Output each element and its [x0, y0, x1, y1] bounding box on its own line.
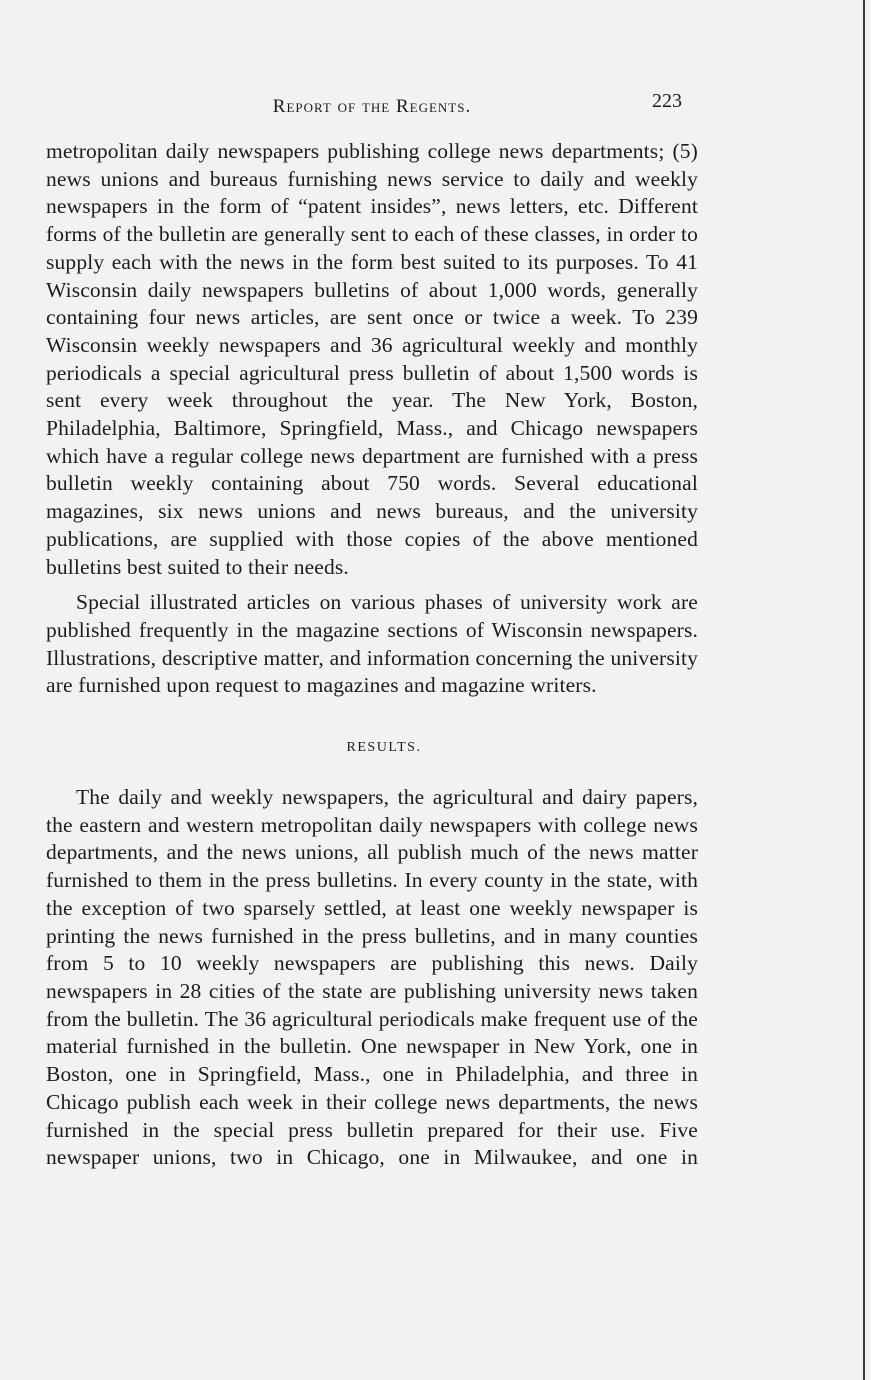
- paragraph-special-articles: Special illustrated articles on various phases of university work are published frequently in the magazine sections of Wisconsin newspapers. Illustrations, descriptive matter, and information concerning the university are furnished upon request to magazines and magazine writers.: [46, 590, 698, 698]
- document-page: [46, 86, 698, 1172]
- section-heading-results: RESULTS.: [346, 740, 422, 756]
- paragraph-continued: metropolitan daily newspapers publishing college news departments; (5) news unions and bureaus furnishing news service to daily and weekly newspapers in the form of “patent insides”, news letters, etc. Different forms of the bulletin are generally sent to each of these classes, in order to supply each with the news in the form best suited to its purposes. To 41 Wisconsin daily newspapers bulletins of about 1,000 words, generally containing four news articles, are sent once or twice a week. To 239 Wisconsin weekly newspapers and 36 agricultural weekly and monthly periodicals a special agricultural press bulletin of about 1,500 words is sent every week throughout the year. The New York, Boston, Philadelphia, Baltimore, Springfield, Mass., and Chicago newspapers which have a regular college news department are furnished with a press bulletin weekly containing about 750 words. Several educational magazines, six news unions and news bureaus, and the university publications, are supplied with those copies of the above mentioned bulletins best suited to their needs.: [46, 139, 698, 579]
- page-edge: [863, 0, 865, 1380]
- running-head: [46, 86, 698, 126]
- paragraph-results: The daily and weekly newspapers, the agricultural and dairy papers, the eastern and western metropolitan daily newspapers with college news departments, and the news unions, all publish much of the news matter furnished to them in the press bulletins. In every county in the state, with the exception of two sparsely settled, at least one weekly newspaper is printing the news furnished in the press bulletins, and in many counties from 5 to 10 weekly newspapers are publishing this news. Daily newspapers in 28 cities of the state are publishing university news taken from the bulletin. The 36 agricultural periodicals make frequent use of the material furnished in the bulletin. One newspaper in New York, one in Boston, one in Springfield, Mass., one in Philadelphia, and three in Chicago publish each week in their college news departments, the news furnished in the special press bulletin prepared for their use. Five newspaper unions, two in Chicago, one in Milwaukee, and one in: [46, 785, 698, 1170]
- page-number: 223: [652, 90, 682, 112]
- running-title: Report of the Regents.: [272, 96, 472, 117]
